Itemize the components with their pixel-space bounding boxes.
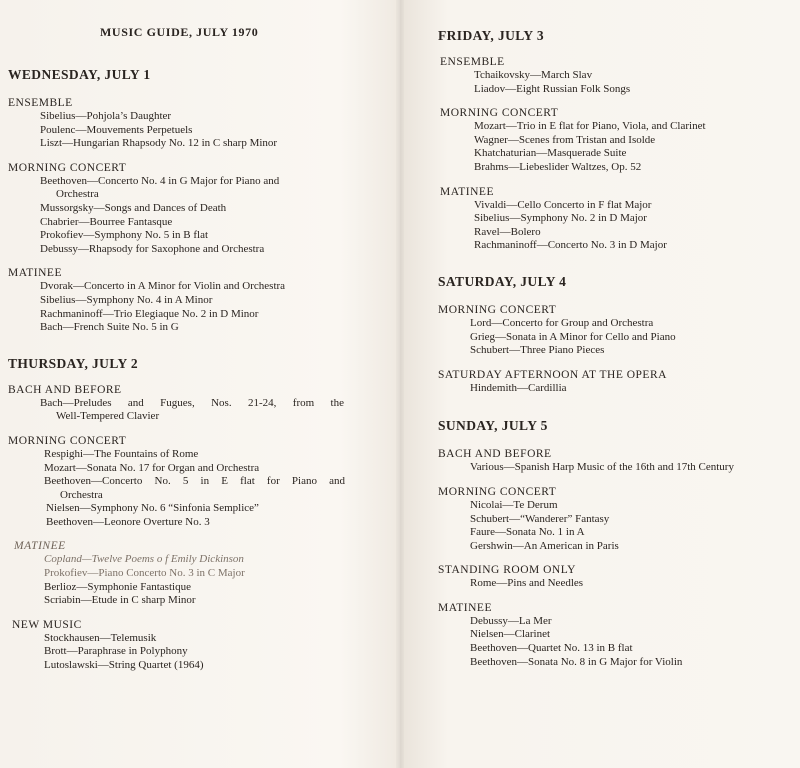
program-item: Bach—Preludes and Fugues, Nos. 21-24, from the — [40, 396, 344, 409]
program-item: Berlioz—Symphonie Fantastique — [44, 580, 191, 593]
program-item: Vivaldi—Cello Concerto in F flat Major — [474, 198, 652, 211]
section-morning-concert — [438, 303, 788, 358]
section-title: BACH AND BEFORE — [8, 383, 122, 396]
program-item: Debussy—La Mer — [470, 614, 552, 627]
program-item: Ravel—Bolero — [474, 225, 541, 238]
section-title: MATINEE — [438, 601, 492, 614]
program-item: Chabrier—Bourree Fantasque — [40, 215, 173, 228]
program-item: Nicolai—Te Derum — [470, 498, 558, 511]
program-item: Copland—Twelve Poems o f Emily Dickinson — [44, 553, 244, 566]
day-heading-wednesday: WEDNESDAY, JULY 1 — [8, 67, 151, 82]
program-item: Liadov—Eight Russian Folk Songs — [474, 82, 631, 95]
section-matinee — [438, 185, 788, 253]
section-title: MATINEE — [440, 185, 494, 198]
section-matinee — [8, 539, 358, 607]
program-item: Mozart—Trio in E flat for Piano, Viola, and Clarinet — [474, 120, 706, 133]
program-item: Gershwin—An American in Paris — [470, 539, 619, 552]
program-item: Debussy—Rhapsody for Saxophone and Orchestra — [40, 242, 265, 255]
section-matinee — [8, 266, 358, 334]
section-ensemble — [8, 96, 358, 151]
program-item: Sibelius—Symphony No. 2 in D Major — [474, 212, 647, 225]
right-column — [438, 27, 788, 669]
program-item: Liszt—Hungarian Rhapsody No. 12 in C sharp Minor — [40, 137, 278, 150]
program-item: Hindemith—Cardillia — [470, 381, 567, 394]
section-title: MATINEE — [14, 540, 66, 553]
section-title: MORNING CONCERT — [440, 107, 559, 120]
program-item: Bach—French Suite No. 5 in G — [40, 321, 179, 334]
program-item: Mozart—Sonata No. 17 for Organ and Orchestra — [44, 461, 260, 474]
section-title: MORNING CONCERT — [438, 303, 557, 316]
section-standing-room-only — [438, 563, 788, 591]
program-item: Beethoven—Concerto No. 5 in E flat for Piano and — [44, 475, 345, 488]
program-item: Prokofiev—Piano Concerto No. 3 in C Major — [44, 567, 245, 580]
section-title: NEW MUSIC — [12, 618, 82, 631]
program-item: Rachmaninoff—Concerto No. 3 in D Major — [474, 239, 667, 252]
program-item: Rachmaninoff—Trio Elegiaque No. 2 in D Minor — [40, 307, 259, 320]
program-item: Nielsen—Clarinet — [470, 628, 551, 641]
left-column — [8, 66, 358, 673]
program-item-continuation: Orchestra — [60, 488, 103, 501]
day-heading-saturday: SATURDAY, JULY 4 — [438, 273, 567, 289]
program-item: Grieg—Sonata in A Minor for Cello and Piano — [470, 330, 676, 343]
program-item: Tchaikovsky—March Slav — [474, 69, 593, 81]
program-item: Stockhausen—Telemusik — [44, 631, 157, 644]
program-item: Lutoslawski—String Quartet (1964) — [44, 659, 204, 672]
page-gutter — [396, 0, 404, 768]
program-item: Scriabin—Etude in C sharp Minor — [44, 594, 196, 607]
section-title: SATURDAY AFTERNOON AT THE OPERA — [438, 368, 667, 381]
program-item: Beethoven—Leonore Overture No. 3 — [46, 515, 210, 528]
program-item: Lord—Concerto for Group and Orchestra — [470, 316, 654, 329]
program-item: Sibelius—Pohjola’s Daughter — [40, 110, 172, 122]
section-title: ENSEMBLE — [8, 97, 73, 109]
section-morning-concert — [438, 106, 788, 174]
section-title: STANDING ROOM ONLY — [438, 564, 576, 577]
program-item: Brahms—Liebeslider Waltzes, Op. 52 — [474, 160, 642, 173]
program-item: Poulenc—Mouvements Perpetuels — [40, 123, 193, 136]
program-item-continuation: Well-Tempered Clavier — [56, 410, 160, 423]
section-opera — [438, 368, 788, 396]
program-item: Khatchaturian—Masquerade Suite — [474, 147, 627, 160]
day-heading-sunday: SUNDAY, JULY 5 — [438, 418, 548, 434]
section-title: MATINEE — [8, 267, 62, 280]
program-item: Schubert—Three Piano Pieces — [470, 344, 605, 357]
section-morning-concert — [438, 485, 788, 553]
section-bach-and-before — [8, 383, 358, 424]
section-ensemble — [438, 55, 788, 96]
program-item: Rome—Pins and Needles — [470, 577, 584, 590]
section-new-music — [8, 618, 358, 673]
day-heading-thursday: THURSDAY, JULY 2 — [8, 355, 139, 371]
program-item: Beethoven—Sonata No. 8 in G Major for Violin — [470, 655, 683, 668]
program-item: Sibelius—Symphony No. 4 in A Minor — [40, 293, 213, 306]
program-item: Dvorak—Concerto in A Minor for Violin and Orchestra — [40, 280, 286, 293]
program-item: Beethoven—Quartet No. 13 in B flat — [470, 642, 633, 655]
section-morning-concert — [8, 434, 358, 530]
section-title: MORNING CONCERT — [438, 485, 557, 498]
section-title: MORNING CONCERT — [8, 161, 127, 174]
program-item: Mussorgsky—Songs and Dances of Death — [40, 201, 227, 214]
day-heading-friday: FRIDAY, JULY 3 — [438, 28, 545, 43]
section-title: ENSEMBLE — [440, 56, 505, 68]
guide-title: MUSIC GUIDE, JULY 1970 — [100, 25, 259, 39]
program-item: Prokofiev—Symphony No. 5 in B flat — [40, 229, 209, 242]
section-bach-and-before — [438, 447, 788, 475]
program-item: Faure—Sonata No. 1 in A — [470, 526, 585, 539]
program-item: Wagner—Scenes from Tristan and Isolde — [474, 133, 656, 146]
program-item: Brott—Paraphrase in Polyphony — [44, 645, 188, 658]
program-item: Respighi—The Fountains of Rome — [44, 447, 199, 460]
section-matinee — [438, 601, 788, 669]
section-morning-concert — [8, 161, 358, 257]
program-item: Nielsen—Symphony No. 6 “Sinfonia Semplice” — [46, 502, 259, 515]
program-item-continuation: Orchestra — [56, 188, 99, 201]
program-item: Beethoven—Concerto No. 4 in G Major for Piano and — [40, 174, 280, 187]
program-item: Schubert—“Wanderer” Fantasy — [470, 512, 610, 525]
program-item: Various—Spanish Harp Music of the 16th and 17th Century — [470, 461, 734, 474]
section-title: MORNING CONCERT — [8, 434, 127, 447]
section-title: BACH AND BEFORE — [438, 448, 552, 461]
